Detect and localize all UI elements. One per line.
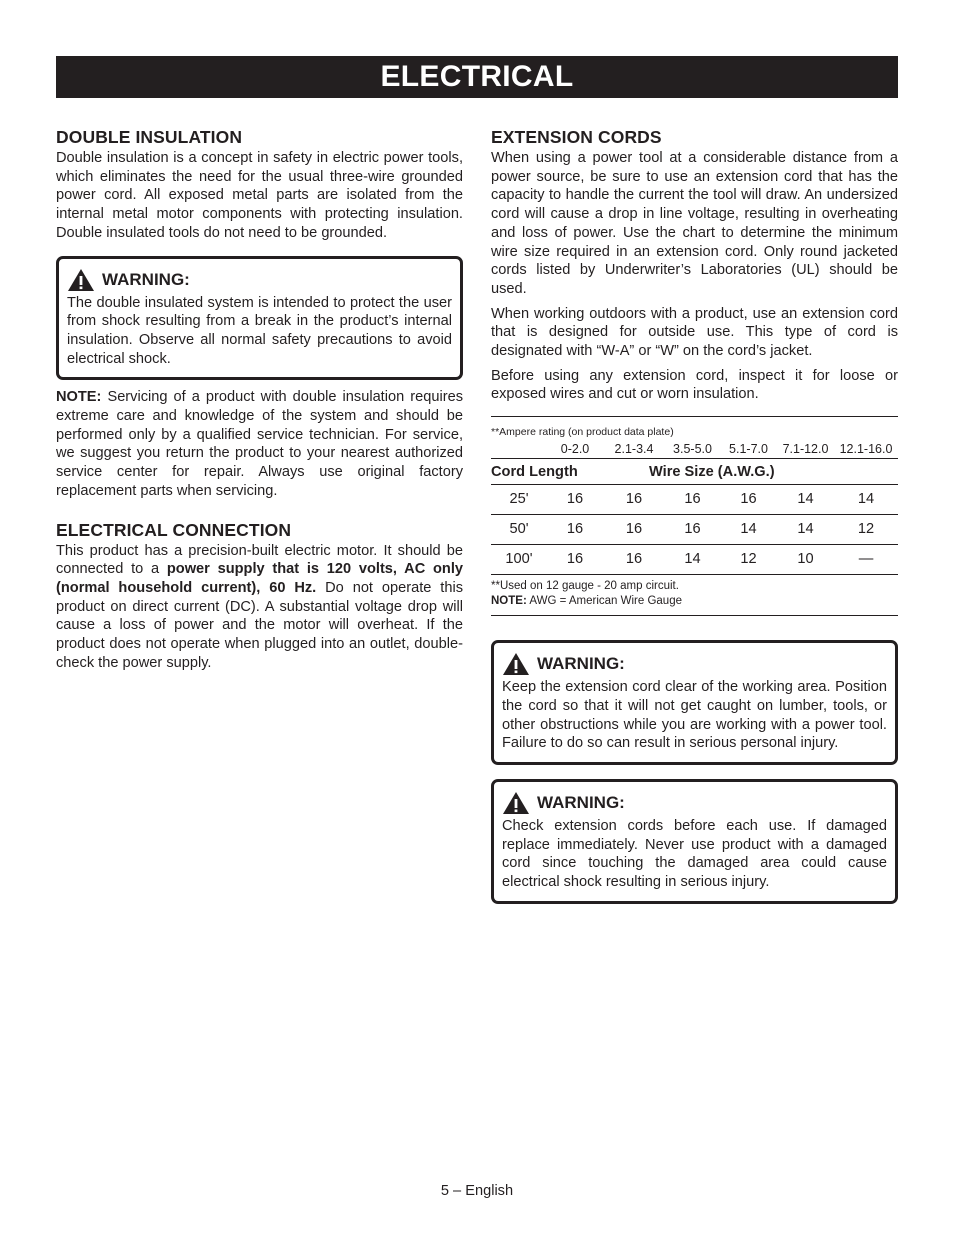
left-column xyxy=(56,126,463,672)
servicing-note xyxy=(56,388,463,500)
double-insulation-heading: DOUBLE INSULATION xyxy=(56,127,243,147)
double-insulation-text: Double insulation is a concept in safety in electric power tools, which eliminates the need for the usual three-wire grounded power cord. All exposed metal parts are isolated from the internal metal motor components with protecting insulation. Double insulated tools do not need to be grounded. xyxy=(56,150,463,241)
warning-title: WARNING: xyxy=(537,792,625,812)
wire-size-cell: 16 xyxy=(566,491,584,508)
table-header-row xyxy=(491,458,898,485)
awg-note xyxy=(491,594,898,609)
wire-size-header: Wire Size (A.W.G.) xyxy=(649,464,775,481)
wire-size-cell: 14 xyxy=(857,491,875,508)
wire-size-cell: 14 xyxy=(684,551,701,568)
amp-range: 3.5-5.0 xyxy=(673,442,712,457)
warning-title: WARNING: xyxy=(537,654,625,674)
electrical-connection-text xyxy=(56,542,463,673)
page-footer: 5 – English xyxy=(440,1183,514,1199)
wire-size-cell: 16 xyxy=(566,521,584,538)
right-column xyxy=(491,126,898,904)
gauge-footnote: **Used on 12 gauge - 20 amp circuit. xyxy=(491,580,679,593)
awg-note-text: AWG = American Wire Gauge xyxy=(526,595,682,608)
warning-box-double-insulation xyxy=(56,256,463,381)
wire-size-cell: 16 xyxy=(684,491,701,508)
wire-size-cell: 14 xyxy=(797,521,814,538)
wire-size-cell: 10 xyxy=(797,551,814,568)
amp-range: 7.1-12.0 xyxy=(782,442,829,457)
cord-length-cell: 50' xyxy=(509,521,529,538)
amp-range: 5.1-7.0 xyxy=(729,442,768,457)
table-footnote xyxy=(491,579,898,609)
wire-size-cell: — xyxy=(858,551,874,568)
ampere-rating-note: **Ampere rating (on product data plate) xyxy=(491,426,674,439)
awg-note-label: NOTE: xyxy=(491,595,527,608)
wire-size-cell: 14 xyxy=(740,521,757,538)
table-row xyxy=(491,485,898,515)
warning-title: WARNING: xyxy=(102,269,190,289)
wire-size-cell: 16 xyxy=(740,491,757,508)
extension-cords-text-1: When using a power tool at a considerable distance from a power source, be sure to use an extension cord that has the capacity to handle the current the tool will draw. An undersized cord will cause a drop in line voltage, resulting in overheating and loss of power. Use the chart to determine the minimum wire size required in an extension cord. Only round jacketed cords listed by Underwriter’s Laboratories (UL) should be used. xyxy=(491,150,898,297)
wire-size-cell: 16 xyxy=(625,521,643,538)
wire-size-cell: 14 xyxy=(797,491,814,508)
extension-cords-text-2: When working outdoors with a product, use an extension cord that is designed for outside use. This type of cord is designated with “W-A” or “W” on the cord’s jacket. xyxy=(491,305,898,360)
note-text: Servicing of a product with double insulation requires extreme care and knowledge of the system and should be performed only by a qualified service technician. For service, we suggest you return the product to your nearest authorized service center for repair. Always use original factory replacement parts when servicing. xyxy=(56,389,463,499)
warning-triangle-icon xyxy=(502,652,530,676)
amp-range: 12.1-16.0 xyxy=(839,442,893,457)
wire-size-cell: 12 xyxy=(740,551,757,568)
cord-length-cell: 25' xyxy=(509,491,529,508)
electrical-connection-heading: ELECTRICAL CONNECTION xyxy=(56,519,292,540)
table-row xyxy=(491,545,898,575)
cord-length-header: Cord Length xyxy=(491,464,578,481)
connection-text-pre: This product has a precision-built electric motor. It should be connected to a xyxy=(56,542,463,578)
table-row xyxy=(491,515,898,545)
warning-text: The double insulated system is intended to protect the user from shock resulting from a break in the product’s internal insulation. Observe all normal safety precautions to avoid electrical shock. xyxy=(67,294,452,367)
wire-size-cell: 16 xyxy=(684,521,701,538)
warning-text: Keep the extension cord clear of the working area. Position the cord so that it will not get caught on lumber, tools, or other obstructions while you are working with a power tool. Failure to do so can result in serious personal injury. xyxy=(502,679,887,752)
ampere-ranges-row xyxy=(491,440,898,458)
warning-triangle-icon xyxy=(67,268,95,292)
connection-text-bold: power supply that is 120 volts, AC only (normal household current), 60 Hz. xyxy=(56,561,463,596)
extension-cords-text-3: Before using any extension cord, inspect it for loose or exposed wires and cut or worn insulation. xyxy=(491,367,898,403)
wire-size-cell: 16 xyxy=(625,491,643,508)
cord-length-cell: 100' xyxy=(505,551,533,568)
warning-box-cord-clear xyxy=(491,640,898,765)
wire-size-cell: 16 xyxy=(625,551,643,568)
note-label: NOTE: xyxy=(56,389,102,406)
wire-size-cell: 16 xyxy=(566,551,584,568)
section-banner: ELECTRICAL xyxy=(56,56,898,98)
warning-triangle-icon xyxy=(502,791,530,815)
amp-range: 2.1-3.4 xyxy=(614,442,654,457)
wire-size-cell: 12 xyxy=(857,521,875,538)
connection-text-post: Do not operate this product on direct current (DC). A substantial voltage drop will cause a loss of power and the motor will overheat. If the product does not operate when plugged into an outlet, double-check the power supply. xyxy=(56,579,464,671)
warning-box-check-cords xyxy=(491,779,898,904)
extension-cords-heading: EXTENSION CORDS xyxy=(491,127,662,147)
wire-size-table xyxy=(491,416,898,616)
warning-text: Check extension cords before each use. If damaged replace immediately. Never use product with a damaged cord since touching the damaged area could cause electrical shock resulting in serious injury. xyxy=(502,817,887,891)
amp-range: 0-2.0 xyxy=(560,442,590,457)
